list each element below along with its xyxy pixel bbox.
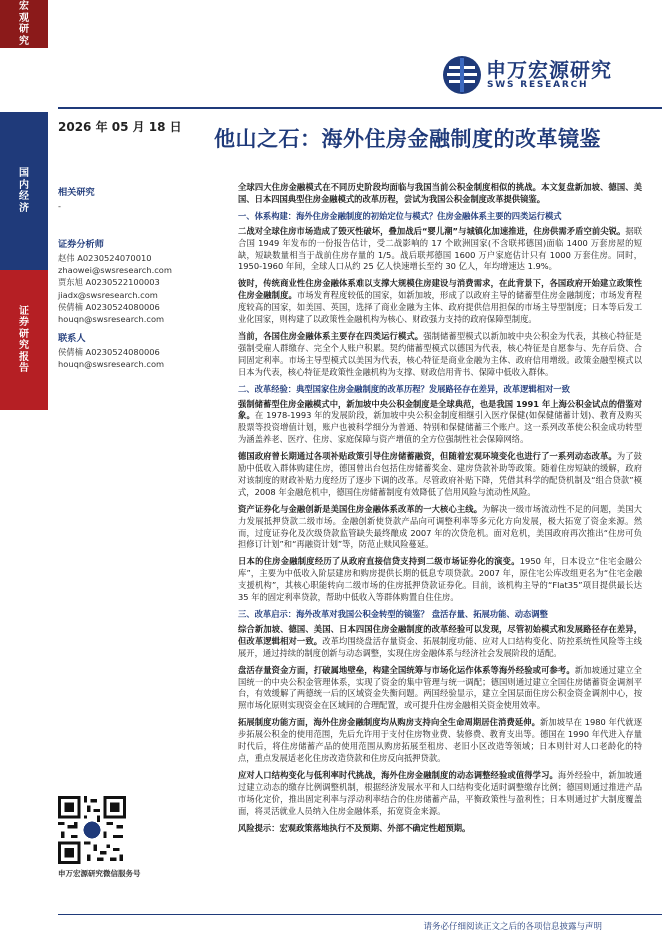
risk-warning	[238, 823, 642, 835]
paragraph-lead: 综合新加坡、德国、美国、日本四国住房金融制度的改革经验可以发现，尽管初始模式和发展路径存在差异，但改革逻辑相对一致。	[238, 623, 642, 646]
related-research	[58, 186, 218, 212]
analyst-email[interactable]: houqn@swsresearch.com	[58, 314, 165, 325]
paragraph-text: 1950 年，日本设立“住宅金融公库”，主要为中低收入阶层建房和购房提供长期的低息专项贷款。2007 年，原住宅公库改组更名为“住宅金融支援机构”，其核心职能转向二级市场的住房抵押贷款证券化。目前，该机构主导的“Flat35”项目提供最长达 35 年的固定利率贷款，帮助中低收入等群体购置自住住房。	[238, 556, 642, 603]
intro-paragraph	[238, 182, 642, 206]
paragraph-text: 强制储蓄型模式以新加坡中央公积金为代表，其核心特征是强制受雇人群缴存、完全个人账户积累。契约储蓄型模式以德国为代表，核心特征是自愿参与、先存后贷、合同固定利率。市场主导型模式以美国为代表，核心特征是商业金融为主体、政府信用增级。政策金融型模式以日本为代表，核心特征是政策性金融机构为支撑、财政信用背书、保障中低收入群体。	[238, 330, 642, 377]
analyst-line: 赵伟 A0230524070010	[58, 253, 152, 263]
paragraph-lead: 德国政府曾长期通过各项补贴政策引导住房储蓄融资，但随着宏观环境变化也进行了一系列动态改革。	[238, 451, 617, 462]
report-type-tab	[0, 270, 48, 410]
paragraph-lead: 当前，各国住房金融体系主要存在四类运行模式。	[238, 330, 424, 341]
section-heading-2: 二、改革经验：典型国家住房金融制度的改革历程？发展路径存在差异，改革逻辑相对一致	[238, 383, 570, 394]
paragraph	[238, 226, 642, 274]
risk-label: 风险提示：	[238, 822, 280, 833]
paragraph-text: 新加坡早在 1980 年代就逐步拓展公积金的使用范围，先后允许用于支付住房物业费、装修费、教育支出等。德国在 1990 年代进入存量时代后，将住房储蓄产品的使用范围从购房拓展至租房、老旧小区改造等领域；日本则针对人口老龄化的特点，重点发展适老化住房改造贷款和住房反向抵押贷款。	[238, 717, 642, 763]
footer-divider	[58, 914, 662, 915]
paragraph-lead: 二战对全球住房市场造成了毁灭性破坏，叠加战后“婴儿潮”与城镇化加速推进，住房供需矛盾空前尖锐。	[238, 225, 626, 236]
category-tab-label: 宏观研究	[19, 1, 29, 47]
section-tab	[0, 112, 48, 270]
paragraph-text: 市场发育程度较低的国家，如新加坡，形成了以政府主导的储蓄型住房金融制度；市场发育程度较高的国家，如美国、英国，选择了商业金融为主体、政府提供信用担保的市场主导型制度；日本等后发工业化国家，则构建了以政策性金融机构为核心、财政强力支持的政府保障型制度。	[238, 290, 642, 325]
paragraph	[238, 451, 642, 499]
paragraph-text: 据联合国 1949 年发布的一份报告估计，受二战影响的 17 个欧洲国家(不含联邦德国)面临 1400 万套房屋的短缺，短缺数量相当于战前住房存量的 1/5。战后联邦德国 1600 万户家庭估计只有 1000 万套住房。同时，1950-1960 年间，全球人口从约 25 亿人快速增长至约 30 亿人，年均增速达 1.9%。	[238, 225, 642, 272]
header-divider	[58, 107, 662, 109]
report-type-tab-label: 证券研究报告	[19, 305, 29, 374]
paragraph-text: 为解决一级市场流动性不足的问题，美国大力发展抵押贷款二级市场。金融创新使贷款产品向可调整利率等多元化方向发展，极大拓宽了资金来源。然而，过度证券化及次级贷款监管缺失最终酿成 2007 年的次贷危机。面对危机，美国政府再次推出“住房可负担修订计划”和“再融资计划”等，防范止赎风险蔓延。	[238, 503, 642, 550]
related-value: -	[58, 201, 61, 211]
contact-heading: 联系人	[58, 333, 86, 344]
paragraph-text: 为了鼓励中低收入群体购建住房，德国曾出台包括住房储蓄奖金、建房贷款补助等政策。随着住房短缺的缓解，政府对该制度的财政补贴力度经历了逐步下调的改革。尽管政府补贴下降，凭借其科学的配贷机制及“组合贷款”模式，2008 年金融危机中，德国住房储蓄制度有效降低了信用风险与流动性风险。	[238, 451, 642, 497]
contact-line: 侯倩楠 A0230524080006	[58, 347, 160, 357]
analyst-email[interactable]: zhaowei@swsresearch.com	[58, 265, 172, 276]
disclosure-note: 请务必仔细阅读正文之后的各项信息披露与声明	[423, 922, 602, 932]
paragraph-lead: 日本的住房金融制度经历了从政府直接信贷支持到二级市场证券化的演变。	[238, 556, 520, 567]
qr-caption: 申万宏源研究微信服务号	[58, 869, 141, 878]
paragraph-lead: 盘活存量资金方面，打破属地壁垒，构建全国统筹与市场化运作体系等海外经验或可参考。	[238, 664, 575, 675]
paragraph	[238, 399, 642, 447]
category-tab	[0, 0, 48, 48]
report-body	[238, 182, 642, 839]
paragraph	[238, 331, 642, 379]
paragraph-lead: 应对人口结构变化与低利率时代挑战，海外住房金融制度的动态调整经验或值得学习。	[238, 769, 558, 780]
intro-text: 全球四大住房金融模式在不同历史阶段均面临与我国当前公积金制度相似的挑战。本文复盘新加坡、德国、美国、日本四国典型住房金融模式的改革历程，尝试为我国公积金制度改革提供镜鉴。	[238, 182, 642, 204]
paragraph	[238, 504, 642, 552]
analyst-block	[58, 238, 218, 325]
paragraph	[238, 556, 642, 604]
company-logo	[441, 52, 621, 98]
paragraph	[238, 624, 642, 660]
analyst-line: 侯倩楠 A0230524080006	[58, 301, 160, 312]
contact-block	[58, 332, 218, 370]
analyst-line: 贾东旭 A0230522100003	[58, 277, 160, 288]
paragraph-text: 新加坡通过建立全国统一的中央公积金管理体系，实现了资金的集中管理与统一调配；德国则通过建立全国住房储蓄资金调剂平台，有效缓解了两德统一后的区域资金失衡问题。两国经验显示，建立全国层面住房公积金资金调剂中心，按照市场化原则实现资金在区域间的合理配置，或可提升住房金融相关资金使用效率。	[238, 664, 642, 711]
paragraph-lead: 彼时，传统商业性住房金融体系难以支撑大规模住房建设与消费需求，在此背景下，各国政府开始建立政策性住房金融制度。	[238, 278, 642, 301]
section-tab-label: 国内经济	[19, 168, 29, 214]
paragraph-text: 海外经验中，新加坡通过建立动态的缴存比例调整机制，根据经济发展水平和人口结构变化适时调整缴存比例；德国则通过推进产品市场化定价，推出固定利率与浮动利率结合的住房储蓄产品，平衡政策性与盈利性；日本则通过扩大制度覆盖面，将灵活就业人员纳入住房金融体系，拓宽资金来源。	[238, 769, 642, 816]
paragraph	[238, 717, 642, 765]
paragraph-text: 在 1978-1993 年的发展阶段，新加坡中央公积金制度相继引入医疗保健(如保健储蓄计划)、教育及购买股票等投资增值计划，账户也被科学细分为普通、特别和保健储蓄三个账户。这一系列改革使公积金成功转型为涵盖养老、医疗、住房、家庭保障与资产增值的全方位强制性社会保障网络。	[238, 410, 642, 445]
section-heading-1: 一、体系构建：海外住房金融制度的初始定位与模式？住房金融体系主要的四类运行模式	[238, 210, 562, 221]
related-heading: 相关研究	[58, 187, 95, 198]
paragraph	[238, 278, 642, 326]
paragraph-text: 改革均围绕盘活存量资金、拓展制度功能、应对人口结构变化、防控系统性风险等主线展开，通过持续的制度创新与动态调整，实现住房金融体系与经济社会发展阶段的适配。	[238, 635, 642, 658]
risk-text: 宏观政策落地执行不及预期、外部不确定性超预期。	[279, 822, 471, 833]
section-heading-3: 三、改革启示：海外改革对我国公积金转型的镜鉴？ 盘活存量、拓展功能、动态调整	[238, 609, 548, 619]
logo-globe-icon	[441, 54, 483, 96]
logo-name: 申万宏源研究	[486, 58, 612, 82]
logo-english: SWS RESEARCH	[487, 80, 589, 90]
contact-email[interactable]: houqn@swsresearch.com	[58, 359, 165, 370]
wechat-qr-code-icon[interactable]	[58, 796, 126, 864]
paragraph-lead: 拓展制度功能方面，海外住房金融制度均从购房支持向全生命周期居住消费延伸。	[238, 717, 541, 728]
paragraph-lead: 强制储蓄型住房金融模式中，新加坡中央公积金制度是全球典范，也是我国 1991 年上海公积金试点的借鉴对象。	[238, 398, 642, 421]
analyst-email[interactable]: jiadx@swsresearch.com	[58, 289, 158, 300]
paragraph-lead: 资产证券化与金融创新是美国住房金融体系改革的一大核心主线。	[238, 503, 483, 514]
paragraph	[238, 770, 642, 818]
analyst-heading: 证券分析师	[58, 239, 104, 250]
paragraph	[238, 665, 642, 713]
report-date: 2026 年 05 月 18 日	[58, 120, 182, 134]
report-title: 他山之石：海外住房金融制度的改革镜鉴	[214, 127, 601, 151]
